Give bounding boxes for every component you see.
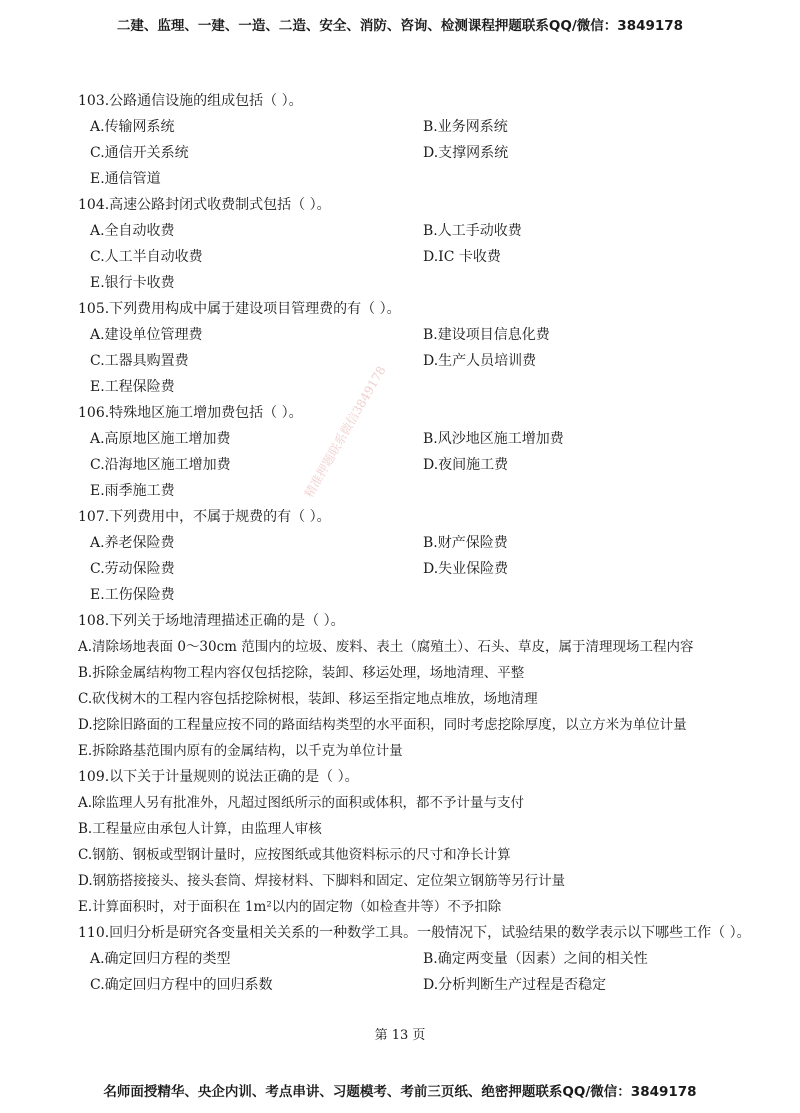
- option-a: A.全自动收费: [90, 223, 175, 239]
- option-a: A.高原地区施工增加费: [90, 431, 231, 447]
- question-106: [78, 400, 768, 504]
- option-list: [78, 530, 768, 608]
- option-c: C.工器具购置费: [90, 353, 189, 369]
- option-b: B.风沙地区施工增加费: [423, 431, 564, 447]
- question-stem: 109.以下关于计量规则的说法正确的是（ ）。: [78, 769, 359, 785]
- option-d: D.生产人员培训费: [423, 353, 537, 369]
- option-list: [78, 426, 768, 504]
- option-c: C.通信开关系统: [90, 145, 189, 161]
- option-b: B.拆除金属结构物工程内容仅包括挖除，装卸、移运处理，场地清理、平整: [78, 665, 525, 681]
- option-c: C.人工半自动收费: [90, 249, 203, 265]
- option-list: [78, 322, 768, 400]
- option-d: D.IC 卡收费: [423, 249, 501, 265]
- option-e: E.银行卡收费: [90, 275, 175, 291]
- option-a: A.确定回归方程的类型: [90, 951, 231, 967]
- option-d: D.失业保险费: [423, 561, 509, 577]
- option-b: B.人工手动收费: [423, 223, 522, 239]
- option-e: E.计算面积时，对于面积在 1m²以内的固定物（如检查井等）不予扣除: [78, 899, 502, 915]
- option-a: A.建设单位管理费: [90, 327, 203, 343]
- option-list: [78, 946, 768, 998]
- question-110: [78, 920, 768, 998]
- option-d: D.支撑网系统: [423, 145, 509, 161]
- option-a: A.清除场地表面 0～30cm 范围内的垃圾、废料、表土（腐殖土）、石头、草皮，属于清理现场工程内容: [78, 639, 694, 655]
- question-stem: 107.下列费用中，不属于规费的有（ ）。: [78, 509, 331, 525]
- option-b: B.财产保险费: [423, 535, 508, 551]
- question-104: [78, 192, 768, 296]
- question-stem: 103.公路通信设施的组成包括（ ）。: [78, 93, 303, 109]
- option-c: C.钢筋、钢板或型钢计量时，应按图纸或其他资料标示的尺寸和净长计算: [78, 847, 511, 863]
- option-e: E.通信管道: [90, 171, 161, 187]
- option-e: E.拆除路基范围内原有的金属结构，以千克为单位计量: [78, 743, 403, 759]
- option-b: B.建设项目信息化费: [423, 327, 550, 343]
- watermark: 精准押题联系微信3849178: [301, 363, 389, 500]
- option-d: D.钢筋搭接接头、接头套筒、焊接材料、下脚料和固定、定位架立钢筋等另行计量: [78, 873, 566, 889]
- question-107: [78, 504, 768, 608]
- option-a: A.传输网系统: [90, 119, 175, 135]
- option-c: C.沿海地区施工增加费: [90, 457, 231, 473]
- question-stem: 106.特殊地区施工增加费包括（ ）。: [78, 405, 303, 421]
- option-a: A.养老保险费: [90, 535, 175, 551]
- option-d: D.夜间施工费: [423, 457, 509, 473]
- option-list: [78, 790, 768, 920]
- option-list: [78, 218, 768, 296]
- page-footer: 名师面授精华、央企内训、考点串讲、习题模考、考前三页纸、绝密押题联系QQ/微信：3849178: [103, 1084, 697, 1100]
- question-108: [78, 608, 768, 764]
- option-e: E.工伤保险费: [90, 587, 175, 603]
- option-e: E.工程保险费: [90, 379, 175, 395]
- option-b: B.业务网系统: [423, 119, 508, 135]
- question-stem: 110.回归分析是研究各变量相关关系的一种数学工具。一般情况下，试验结果的数学表示以下哪些工作（ ）。: [78, 925, 751, 941]
- question-stem: 105.下列费用构成中属于建设项目管理费的有（ ）。: [78, 301, 401, 317]
- option-c: C.劳动保险费: [90, 561, 175, 577]
- page-header: 二建、监理、一建、一造、二造、安全、消防、咨询、检测课程押题联系QQ/微信：3849178: [116, 18, 684, 34]
- question-stem: 104.高速公路封闭式收费制式包括（ ）。: [78, 197, 331, 213]
- option-c: C.确定回归方程中的回归系数: [90, 977, 273, 993]
- option-c: C.砍伐树木的工程内容包括挖除树根，装卸、移运至指定地点堆放，场地清理: [78, 691, 538, 707]
- option-list: [78, 634, 768, 764]
- page-number: 第 13 页: [374, 1028, 426, 1043]
- question-103: [78, 88, 768, 192]
- question-105: [78, 296, 768, 400]
- option-e: E.雨季施工费: [90, 483, 175, 499]
- option-b: B.确定两变量（因素）之间的相关性: [423, 951, 648, 967]
- question-list: [78, 88, 768, 998]
- option-b: B.工程量应由承包人计算，由监理人审核: [78, 821, 322, 837]
- option-a: A.除监理人另有批准外，凡超过图纸所示的面积或体积，都不予计量与支付: [78, 795, 525, 811]
- option-d: D.分析判断生产过程是否稳定: [423, 977, 607, 993]
- question-109: [78, 764, 768, 920]
- question-stem: 108.下列关于场地清理描述正确的是（ ）。: [78, 613, 345, 629]
- option-d: D.挖除旧路面的工程量应按不同的路面结构类型的水平面积，同时考虑挖除厚度，以立方米为单位计量: [78, 717, 687, 733]
- option-list: [78, 114, 768, 192]
